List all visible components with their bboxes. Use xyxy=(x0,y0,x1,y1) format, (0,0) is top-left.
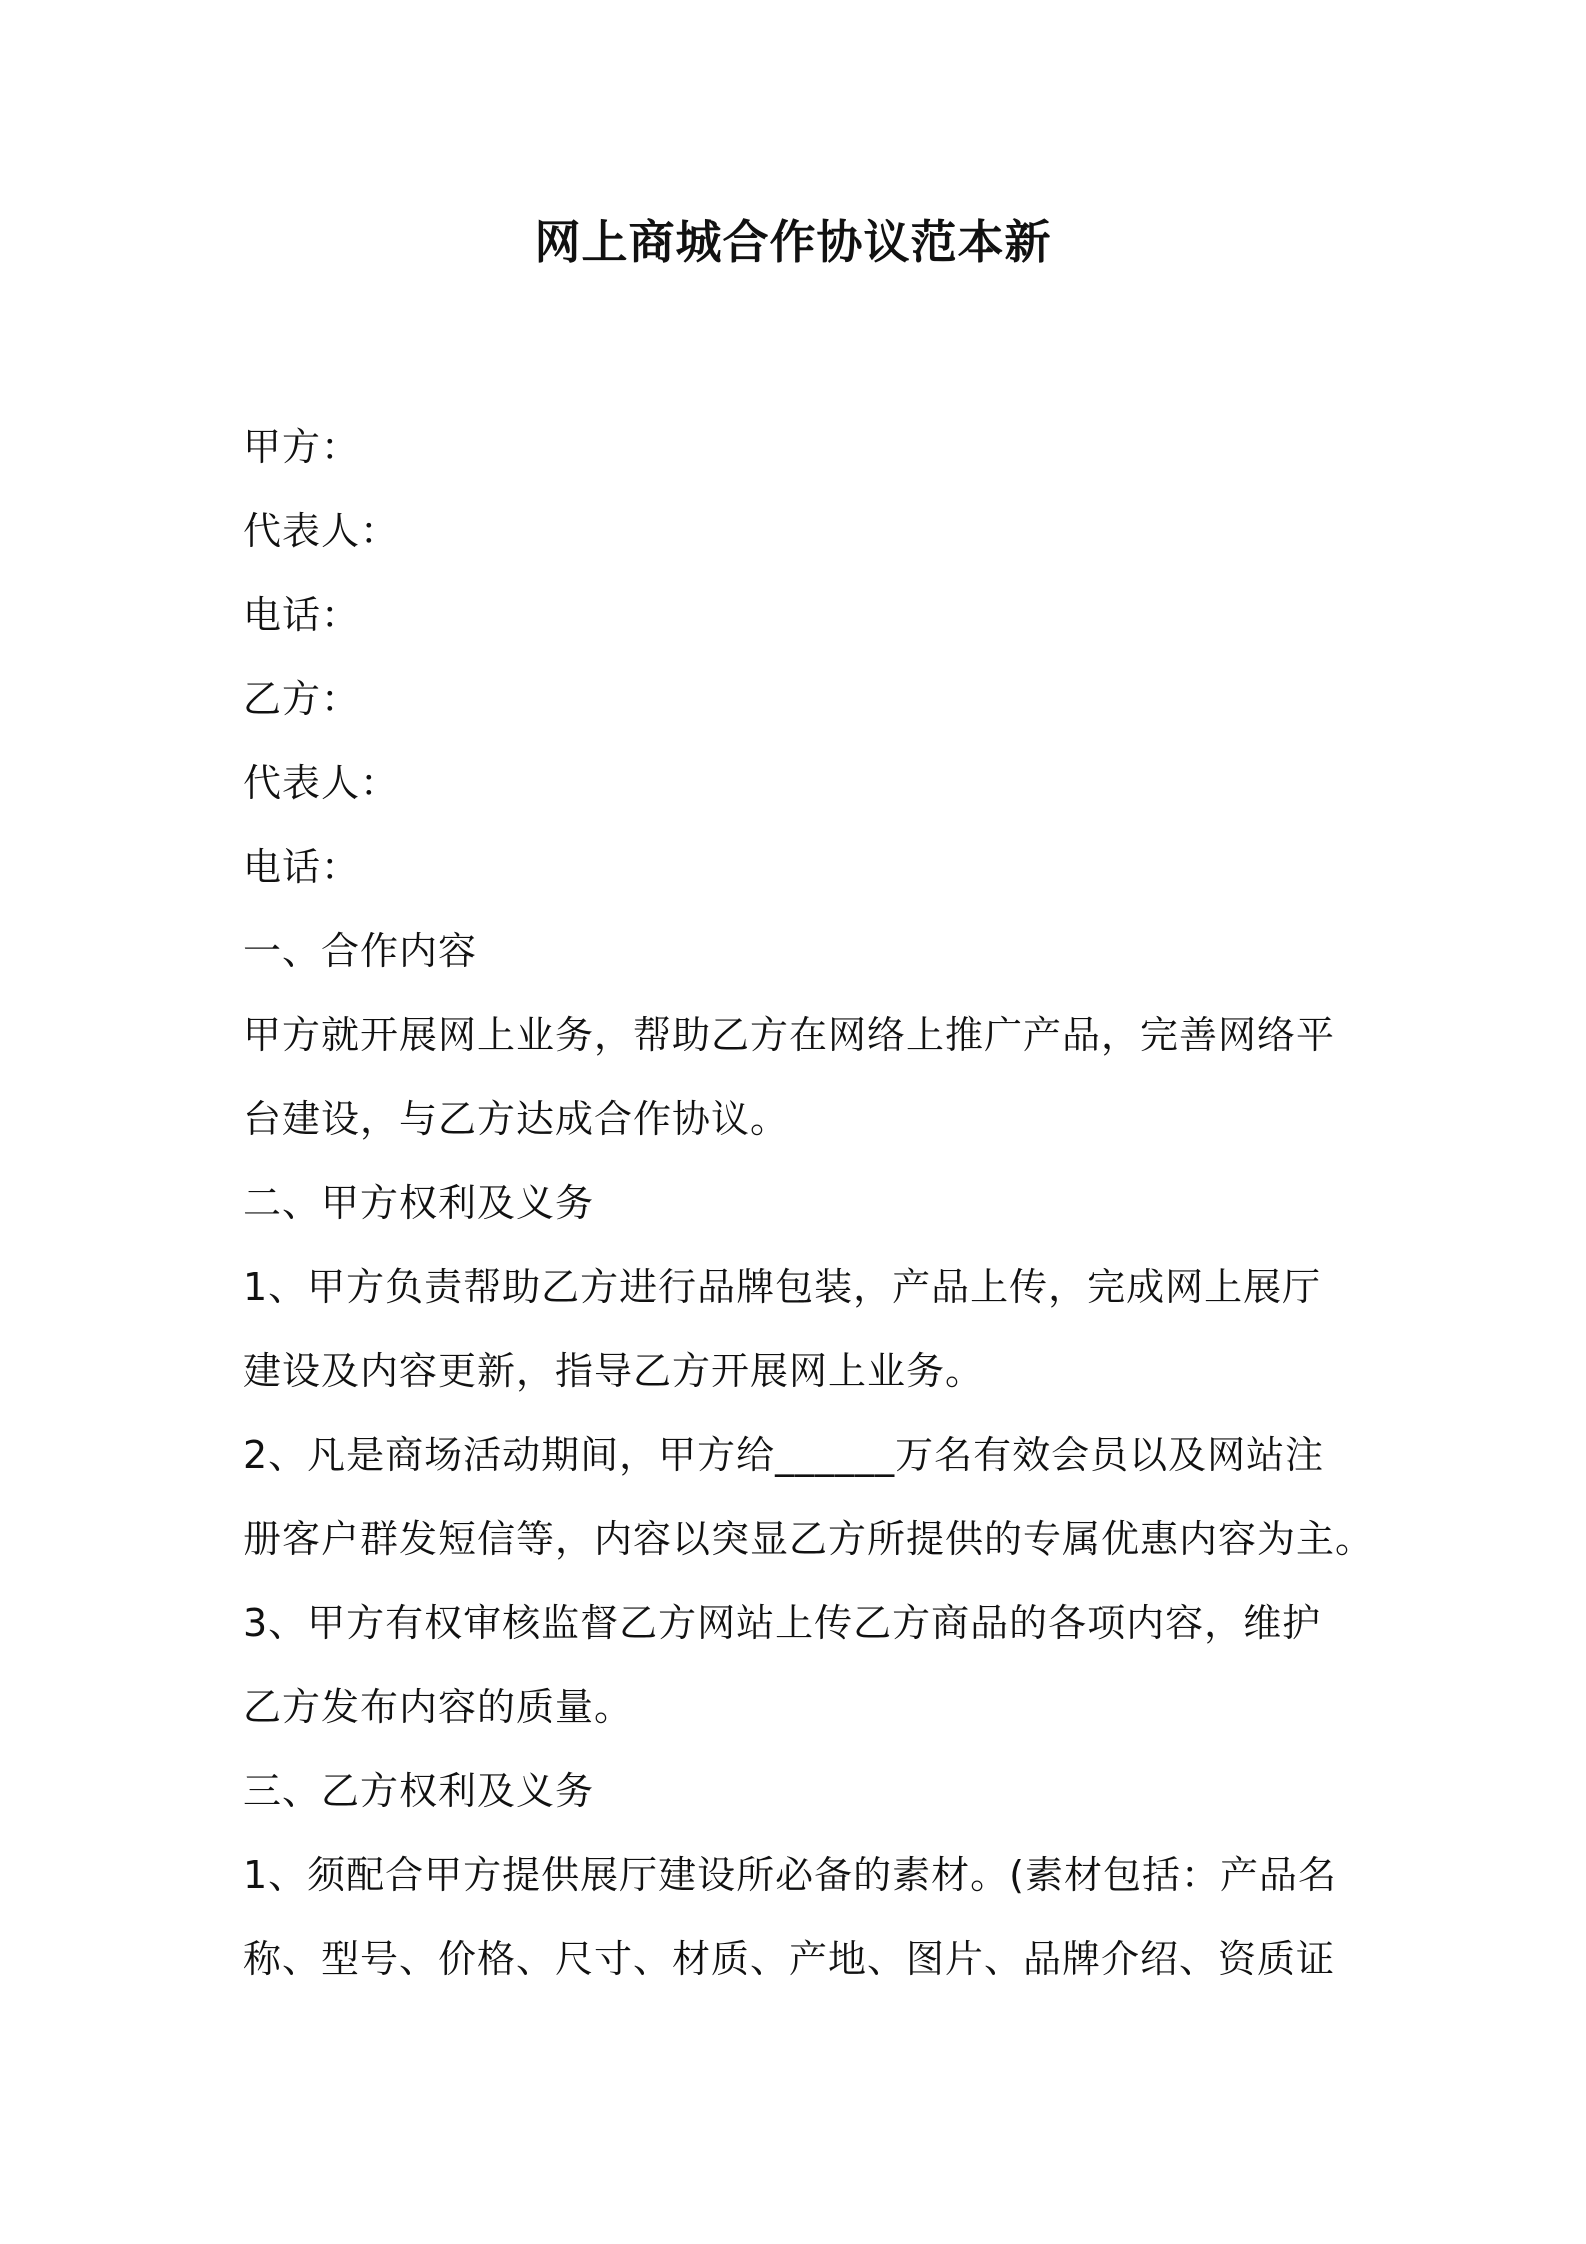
party-b-label: 乙方： xyxy=(243,677,361,721)
paragraph-line: 2、凡是商场活动期间，甲方给______万名有效会员以及网站注 xyxy=(243,1433,1325,1477)
document-body xyxy=(243,405,1375,2001)
paragraph-line: 1、甲方负责帮助乙方进行品牌包装，产品上传，完成网上展厅 xyxy=(243,1265,1322,1309)
section-heading-party-b-rights: 三、乙方权利及义务 xyxy=(243,1769,595,1813)
paragraph-line: 台建设，与乙方达成合作协议。 xyxy=(243,1097,790,1141)
section-heading-party-a-rights: 二、甲方权利及义务 xyxy=(243,1181,595,1225)
paragraph-line: 册客户群发短信等，内容以突显乙方所提供的专属优惠内容为主。 xyxy=(243,1517,1375,1561)
party-a-representative-label: 代表人： xyxy=(243,509,400,553)
party-a-phone-label: 电话： xyxy=(243,593,361,637)
party-a-label: 甲方： xyxy=(243,425,361,469)
document-title: 网上商城合作协议范本新 xyxy=(534,215,1052,269)
paragraph-line: 3、甲方有权审核监督乙方网站上传乙方商品的各项内容，维护 xyxy=(243,1601,1322,1645)
party-b-phone-label: 电话： xyxy=(243,845,361,889)
paragraph-line: 甲方就开展网上业务，帮助乙方在网络上推广产品，完善网络平 xyxy=(243,1013,1336,1057)
section-heading-cooperation: 一、合作内容 xyxy=(243,929,478,973)
paragraph-line: 称、型号、价格、尺寸、材质、产地、图片、品牌介绍、资质证 xyxy=(243,1937,1336,1981)
paragraph-line: 建设及内容更新，指导乙方开展网上业务。 xyxy=(243,1349,985,1393)
paragraph-line: 1、须配合甲方提供展厅建设所必备的素材。(素材包括：产品名 xyxy=(243,1853,1338,1897)
party-b-representative-label: 代表人： xyxy=(243,761,400,805)
paragraph-line: 乙方发布内容的质量。 xyxy=(243,1685,634,1729)
